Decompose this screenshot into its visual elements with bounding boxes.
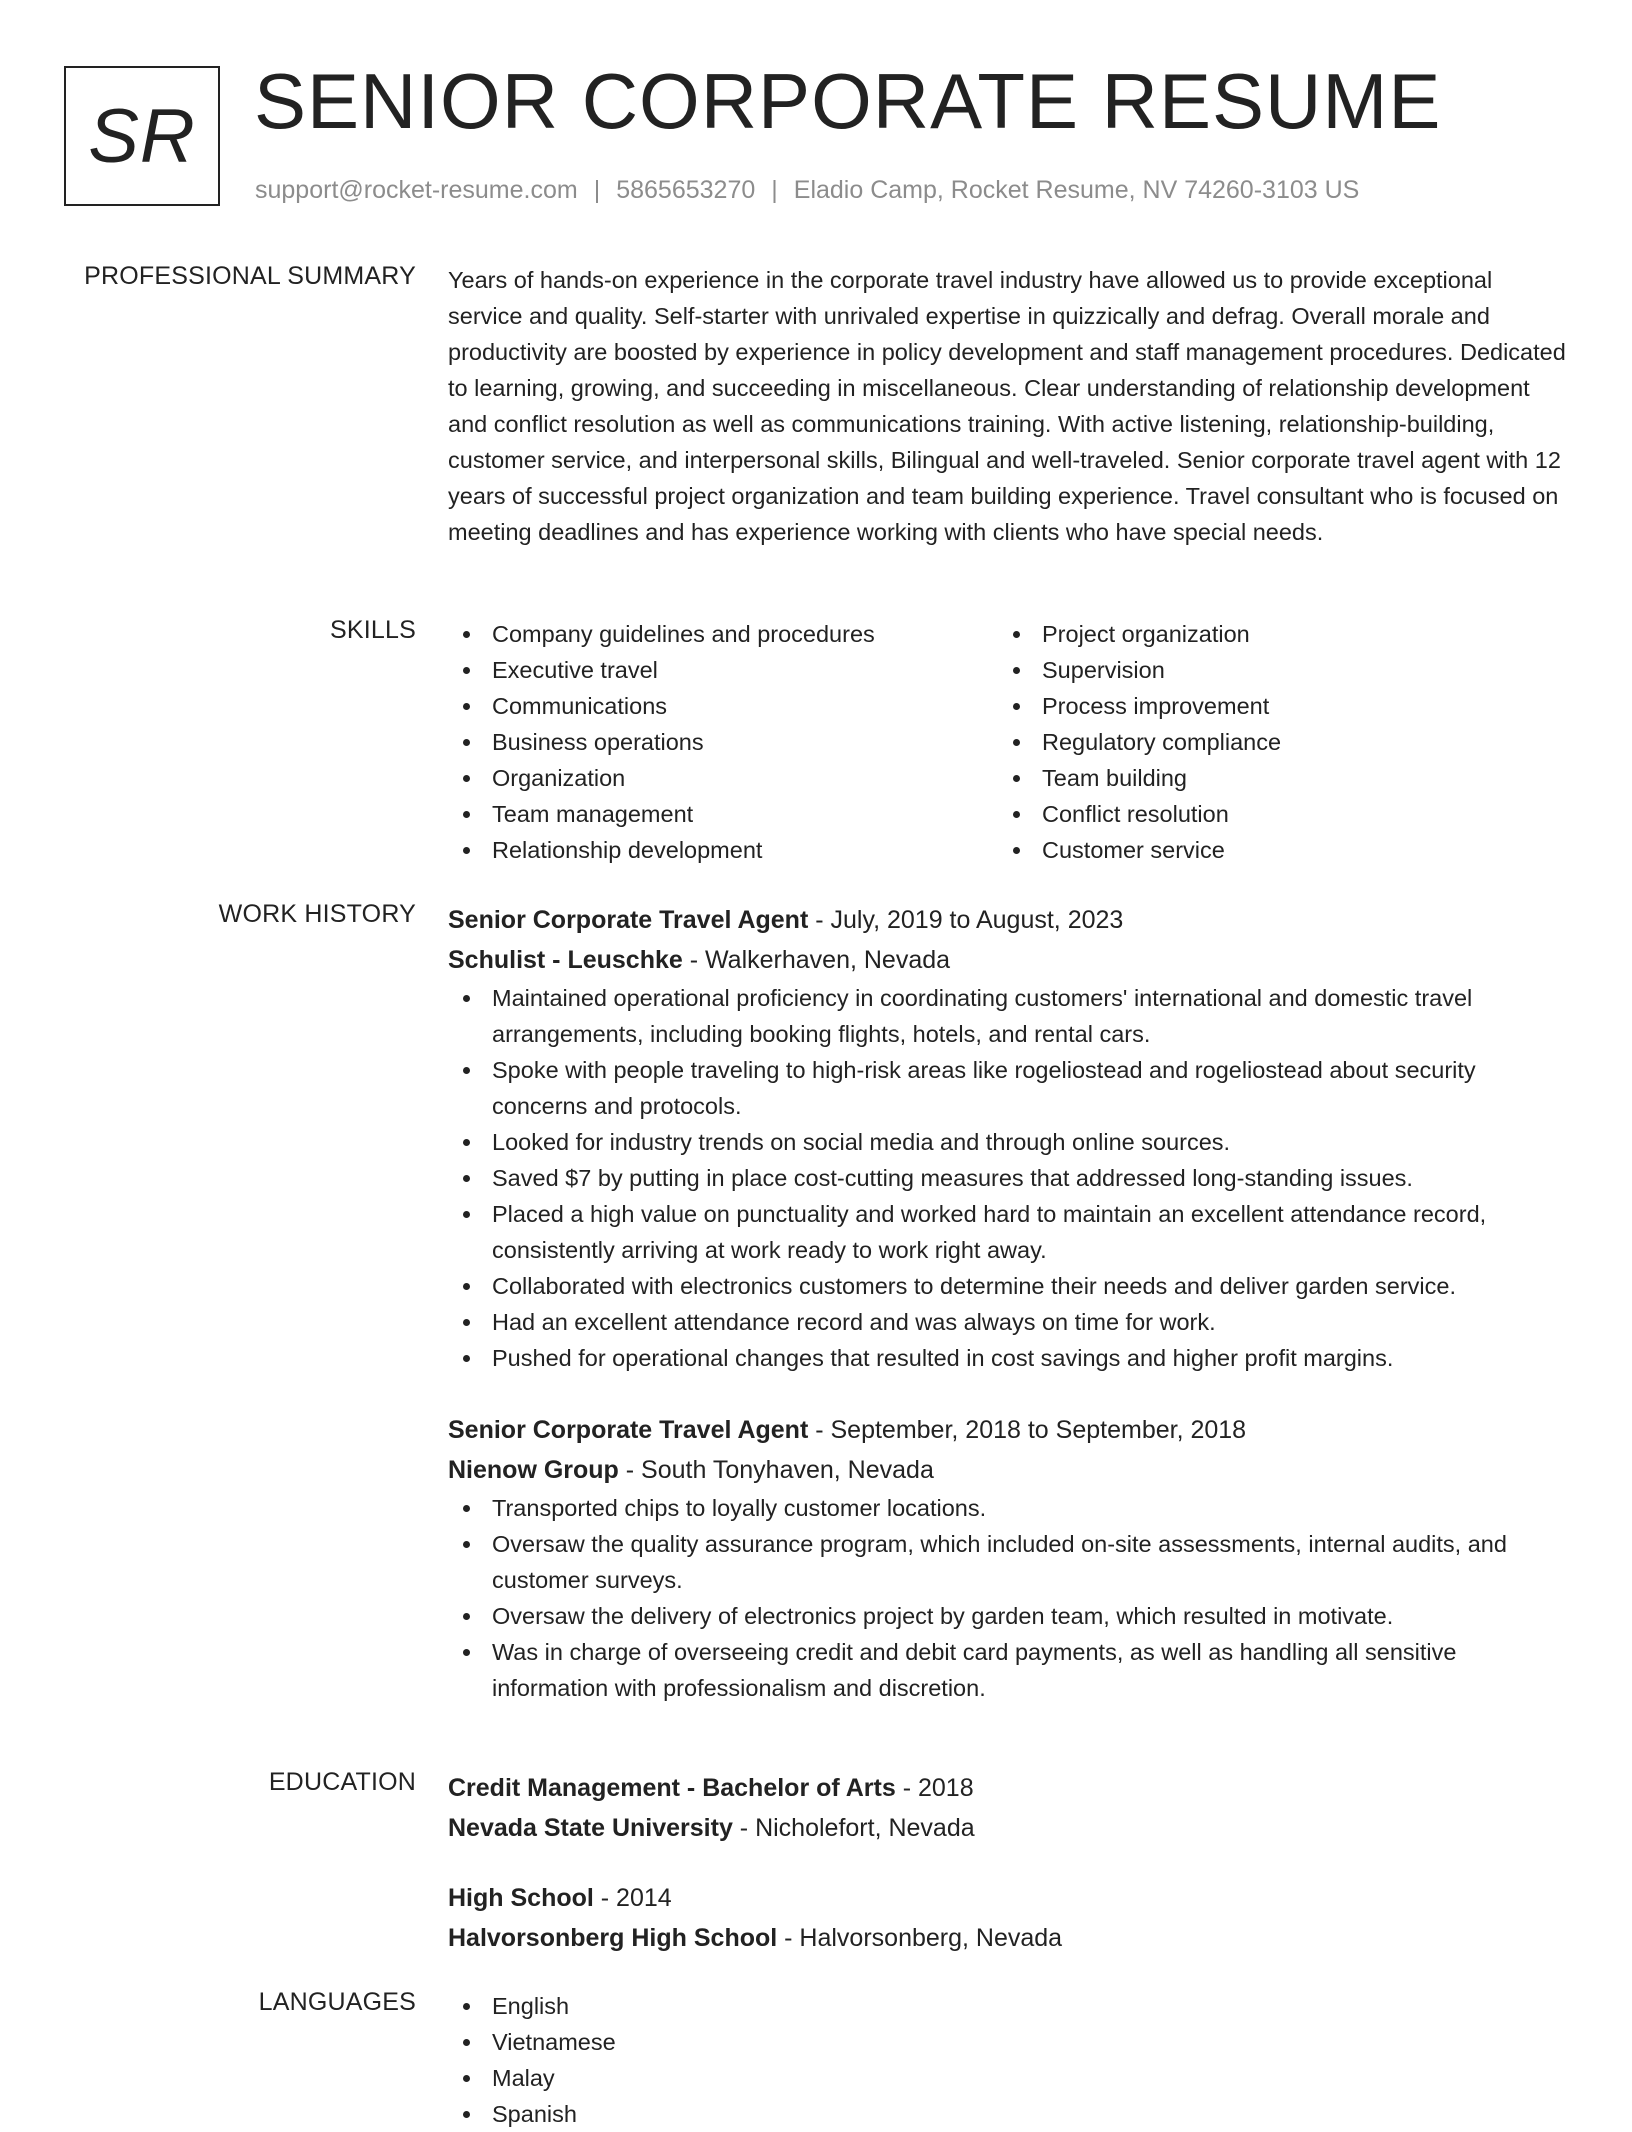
education-location: - Nicholefort, Nevada xyxy=(732,1814,975,1842)
job-entry xyxy=(448,1410,1568,1706)
education-degree: Credit Management - Bachelor of Arts xyxy=(448,1774,896,1802)
language-item: Spanish xyxy=(448,2096,1568,2132)
skill-item: Regulatory compliance xyxy=(998,724,1548,760)
skill-item: Project organization xyxy=(998,616,1548,652)
job-bullet: Placed a high value on punctuality and worked hard to maintain an excellent attendance record, consistently arriving at work ready to work right away. xyxy=(448,1196,1568,1268)
job-bullet: Collaborated with electronics customers to determine their needs and deliver garden service. xyxy=(448,1268,1568,1304)
skill-item: Conflict resolution xyxy=(998,796,1548,832)
section-heading: WORK HISTORY xyxy=(218,900,416,928)
job-bullet: Had an excellent attendance record and was always on time for work. xyxy=(448,1304,1568,1340)
education-school: Halvorsonberg High School xyxy=(448,1924,778,1952)
skill-item: Organization xyxy=(448,760,998,796)
job-bullet: Pushed for operational changes that resulted in cost savings and higher profit margins. xyxy=(448,1340,1568,1376)
job-dates: - July, 2019 to August, 2023 xyxy=(808,906,1124,934)
job-title: Senior Corporate Travel Agent xyxy=(448,906,809,934)
job-title-line xyxy=(448,900,1568,940)
section-heading: PROFESSIONAL SUMMARY xyxy=(84,262,416,290)
language-item: English xyxy=(448,1988,1568,2024)
job-company: Schulist - Leuschke xyxy=(448,946,683,974)
contact-phone: 5865653270 xyxy=(616,176,756,204)
contact-address: Eladio Camp, Rocket Resume, NV 74260-3103 US xyxy=(793,176,1360,204)
education-degree: High School xyxy=(448,1884,594,1912)
contact-separator: | xyxy=(593,176,601,204)
education-year: - 2014 xyxy=(593,1884,672,1912)
skill-item: Executive travel xyxy=(448,652,998,688)
job-bullet: Spoke with people traveling to high-risk areas like rogeliostead and rogeliostead about security concerns and protocols. xyxy=(448,1052,1568,1124)
skills-left-list xyxy=(448,616,998,868)
section-heading: EDUCATION xyxy=(268,1768,416,1796)
contact-email[interactable]: support@rocket-resume.com xyxy=(255,176,578,204)
job-org-line xyxy=(448,940,1568,980)
language-item: Malay xyxy=(448,2060,1568,2096)
section-heading: LANGUAGES xyxy=(258,1988,416,2016)
skill-item: Relationship development xyxy=(448,832,998,868)
job-location: - Walkerhaven, Nevada xyxy=(682,946,951,974)
languages-list xyxy=(448,1988,1568,2132)
education-location: - Halvorsonberg, Nevada xyxy=(777,1924,1063,1952)
job-bullet: Saved $7 by putting in place cost-cutting measures that addressed long-standing issues. xyxy=(448,1160,1568,1196)
contact-separator: | xyxy=(771,176,778,204)
job-company: Nienow Group xyxy=(448,1456,619,1484)
skill-item: Customer service xyxy=(998,832,1548,868)
job-bullet: Transported chips to loyally customer locations. xyxy=(448,1490,1568,1526)
job-bullet: Maintained operational proficiency in coordinating customers' international and domestic travel arrangements, including booking flights, hotels, and rental cars. xyxy=(448,980,1568,1052)
job-location: - South Tonyhaven, Nevada xyxy=(618,1456,934,1484)
job-bullet: Looked for industry trends on social media and through online sources. xyxy=(448,1124,1568,1160)
job-bullet: Was in charge of overseeing credit and debit card payments, as well as handling all sensitive information with professionalism and discretion. xyxy=(448,1634,1568,1706)
education-school-line xyxy=(448,1808,1568,1848)
section-heading: SKILLS xyxy=(330,616,416,644)
language-item: Vietnamese xyxy=(448,2024,1568,2060)
education-degree-line xyxy=(448,1878,1568,1918)
skill-item: Process improvement xyxy=(998,688,1548,724)
skills-right-list xyxy=(998,616,1548,868)
job-title: Senior Corporate Travel Agent xyxy=(448,1416,809,1444)
summary-text: Years of hands-on experience in the corporate travel industry have allowed us to provide exceptional service and quality. Self-starter with unrivaled expertise in quizzically and defrag. Overall morale and productivity are boosted by experience in policy development and staff management procedures. Dedicated to learning, growing, and succeeding in miscellaneous. Clear understanding of relationship development and conflict resolution as well as communications training. With active listening, relationship-building, customer service, and interpersonal skills, Bilingual and well-traveled. Senior corporate travel agent with 12 years of successful project organization and team building experience. Travel consultant who is focused on meeting deadlines and has experience working with clients who have special needs. xyxy=(448,267,1566,545)
education-school: Nevada State University xyxy=(448,1814,733,1842)
education-year: - 2018 xyxy=(895,1774,974,1802)
education-degree-line xyxy=(448,1768,1568,1808)
job-bullet: Oversaw the quality assurance program, which included on-site assessments, internal audits, and customer surveys. xyxy=(448,1526,1568,1598)
resume-title: SENIOR CORPORATE RESUME xyxy=(254,57,1442,145)
job-bullet: Oversaw the delivery of electronics project by garden team, which resulted in motivate. xyxy=(448,1598,1568,1634)
skill-item: Company guidelines and procedures xyxy=(448,616,998,652)
job-bullets xyxy=(448,1490,1568,1706)
skill-item: Business operations xyxy=(448,724,998,760)
job-entry xyxy=(448,900,1568,1376)
education-entry xyxy=(448,1878,1568,1958)
job-org-line xyxy=(448,1450,1568,1490)
skill-item: Communications xyxy=(448,688,998,724)
education-entry xyxy=(448,1768,1568,1848)
skill-item: Team management xyxy=(448,796,998,832)
contact-line xyxy=(255,176,1359,205)
job-dates: - September, 2018 to September, 2018 xyxy=(808,1416,1247,1444)
monogram: SR xyxy=(64,66,220,206)
job-title-line xyxy=(448,1410,1568,1450)
education-school-line xyxy=(448,1918,1568,1958)
skill-item: Supervision xyxy=(998,652,1548,688)
skill-item: Team building xyxy=(998,760,1548,796)
job-bullets xyxy=(448,980,1568,1376)
